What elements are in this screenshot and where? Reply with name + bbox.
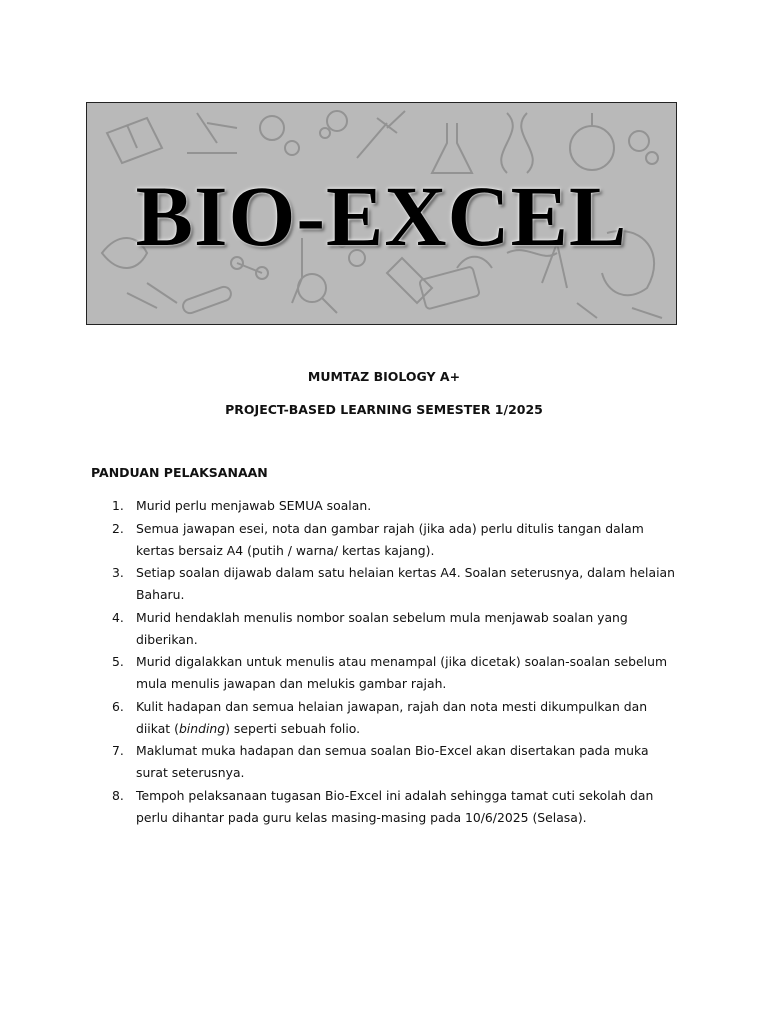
list-number: 3. bbox=[112, 565, 124, 580]
list-text: Tempoh pelaksanaan tugasan Bio-Excel ini adalah sehingga tamat cuti sekolah dan perlu dihantar pada guru kelas masing-masing pada 10/6/2025 (Selasa). bbox=[136, 787, 654, 825]
list-item bbox=[112, 696, 682, 740]
list-item bbox=[112, 785, 682, 829]
section-title: PANDUAN PELAKSANAAN bbox=[91, 465, 268, 480]
list-number: 8. bbox=[112, 787, 124, 803]
list-number: 4. bbox=[112, 609, 124, 625]
guideline-list bbox=[112, 495, 682, 829]
list-text-emphasis: binding bbox=[178, 720, 226, 736]
list-item bbox=[112, 495, 682, 517]
list-number: 2. bbox=[112, 520, 124, 536]
list-text: Semua jawapan esei, nota dan gambar rajah (jika ada) perlu ditulis tangan dalam kertas bersaiz A4 (putih / warna/ kertas kajang). bbox=[136, 520, 644, 558]
list-text: Murid hendaklah menulis nombor soalan sebelum mula menjawab soalan yang diberikan. bbox=[136, 609, 628, 647]
list-number: 5. bbox=[112, 654, 124, 669]
list-text-end: ) seperti sebuah folio. bbox=[225, 720, 361, 736]
banner-title: BIO-EXCEL bbox=[135, 167, 628, 264]
document-subheading: PROJECT-BASED LEARNING SEMESTER 1/2025 bbox=[225, 402, 543, 417]
list-item bbox=[112, 518, 682, 562]
list-number: 7. bbox=[112, 743, 124, 758]
title-banner bbox=[86, 102, 677, 325]
list-item bbox=[112, 740, 682, 784]
list-number: 1. bbox=[112, 498, 124, 513]
list-number: 6. bbox=[112, 698, 124, 714]
list-text: Murid digalakkan untuk menulis atau menampal (jika dicetak) soalan-soalan sebelum mula menulis jawapan dan melukis gambar rajah. bbox=[136, 654, 668, 691]
list-text: Setiap soalan dijawab dalam satu helaian kertas A4. Soalan seterusnya, dalam helaian Baharu. bbox=[136, 565, 675, 602]
list-item bbox=[112, 562, 682, 606]
list-text: Maklumat muka hadapan dan semua soalan Bio-Excel akan disertakan pada muka surat seterusnya. bbox=[136, 743, 649, 780]
list-item bbox=[112, 651, 682, 695]
list-text-start: Kulit hadapan dan semua helaian jawapan, rajah dan nota mesti dikumpulkan dan diikat ( bbox=[136, 698, 648, 736]
document-heading: MUMTAZ BIOLOGY A+ bbox=[307, 369, 461, 384]
list-text: Murid perlu menjawab SEMUA soalan. bbox=[136, 498, 372, 513]
list-item bbox=[112, 607, 682, 651]
